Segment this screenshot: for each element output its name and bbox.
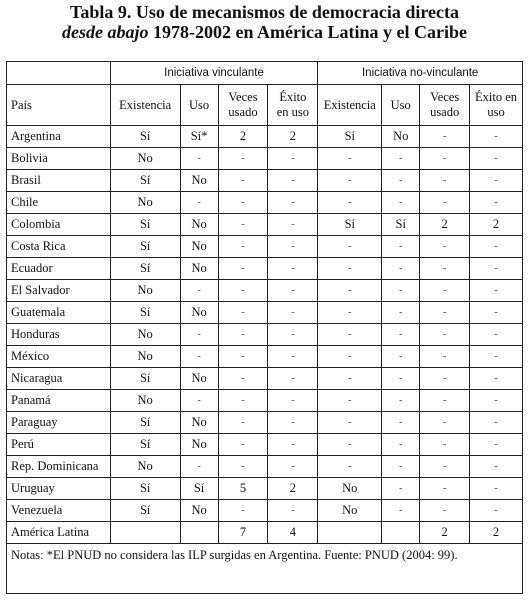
value-cell: - bbox=[382, 192, 420, 214]
value-cell: - bbox=[382, 170, 420, 192]
value-cell: - bbox=[382, 236, 420, 258]
value-cell: - bbox=[180, 148, 218, 170]
column-header-country: País bbox=[7, 85, 111, 126]
value-cell: 2 bbox=[218, 126, 268, 148]
value-cell bbox=[110, 522, 180, 544]
value-cell: - bbox=[318, 390, 382, 412]
value-cell: Sí bbox=[110, 214, 180, 236]
value-cell: - bbox=[470, 324, 523, 346]
value-cell: - bbox=[382, 390, 420, 412]
value-cell: - bbox=[218, 434, 268, 456]
country-cell: América Latina bbox=[7, 522, 111, 544]
value-cell: - bbox=[470, 192, 523, 214]
value-cell: Sí bbox=[110, 126, 180, 148]
value-cell: - bbox=[470, 148, 523, 170]
value-cell: - bbox=[382, 258, 420, 280]
value-cell: - bbox=[470, 236, 523, 258]
value-cell: No bbox=[110, 148, 180, 170]
value-cell bbox=[318, 522, 382, 544]
table-row bbox=[7, 236, 523, 258]
value-cell: - bbox=[382, 324, 420, 346]
value-cell: - bbox=[180, 280, 218, 302]
value-cell: No bbox=[110, 324, 180, 346]
value-cell: 2 bbox=[268, 478, 318, 500]
value-cell: - bbox=[382, 302, 420, 324]
value-cell: No bbox=[382, 126, 420, 148]
table-row bbox=[7, 500, 523, 522]
value-cell: - bbox=[420, 346, 470, 368]
table-row bbox=[7, 324, 523, 346]
value-cell: - bbox=[382, 368, 420, 390]
table-row bbox=[7, 346, 523, 368]
value-cell: - bbox=[180, 192, 218, 214]
value-cell: - bbox=[218, 280, 268, 302]
value-cell: - bbox=[180, 346, 218, 368]
column-header-uso: Uso bbox=[180, 85, 218, 126]
country-cell: México bbox=[7, 346, 111, 368]
value-cell: No bbox=[180, 236, 218, 258]
value-cell: - bbox=[318, 170, 382, 192]
value-cell: - bbox=[470, 258, 523, 280]
value-cell: - bbox=[268, 192, 318, 214]
value-cell: - bbox=[470, 126, 523, 148]
value-cell: - bbox=[268, 302, 318, 324]
value-cell: - bbox=[420, 456, 470, 478]
value-cell: - bbox=[420, 302, 470, 324]
table-row bbox=[7, 434, 523, 456]
title-line-2 bbox=[0, 22, 529, 42]
country-cell: Perú bbox=[7, 434, 111, 456]
table-row bbox=[7, 478, 523, 500]
value-cell: Sí bbox=[110, 412, 180, 434]
column-header-uso-nv: Uso bbox=[382, 85, 420, 126]
group-nonbinding-header: Iniciativa no-vinculante bbox=[318, 62, 523, 85]
value-cell: - bbox=[268, 258, 318, 280]
value-cell: Sí bbox=[318, 214, 382, 236]
column-header-veces: Veces usado bbox=[218, 85, 268, 126]
value-cell: No bbox=[110, 390, 180, 412]
value-cell: - bbox=[218, 500, 268, 522]
value-cell: Sí bbox=[110, 302, 180, 324]
value-cell: No bbox=[180, 434, 218, 456]
value-cell: - bbox=[420, 500, 470, 522]
column-header-existencia-nv: Existencia bbox=[318, 85, 382, 126]
value-cell: No bbox=[110, 192, 180, 214]
value-cell bbox=[180, 522, 218, 544]
title-rest-part: 1978-2002 en América Latina y el Caribe bbox=[148, 22, 467, 42]
table-row bbox=[7, 280, 523, 302]
country-cell: El Salvador bbox=[7, 280, 111, 302]
value-cell: - bbox=[470, 170, 523, 192]
table-row bbox=[7, 192, 523, 214]
value-cell: No bbox=[110, 280, 180, 302]
value-cell: No bbox=[318, 478, 382, 500]
value-cell: - bbox=[268, 280, 318, 302]
value-cell: - bbox=[382, 478, 420, 500]
country-cell: Bolivia bbox=[7, 148, 111, 170]
country-cell: Uruguay bbox=[7, 478, 111, 500]
value-cell: - bbox=[218, 390, 268, 412]
value-cell: Sí bbox=[318, 126, 382, 148]
value-cell: - bbox=[420, 236, 470, 258]
value-cell: Sí* bbox=[180, 126, 218, 148]
value-cell: - bbox=[218, 258, 268, 280]
value-cell: - bbox=[218, 412, 268, 434]
value-cell: - bbox=[180, 324, 218, 346]
value-cell: - bbox=[470, 368, 523, 390]
value-cell: - bbox=[420, 412, 470, 434]
value-cell: - bbox=[420, 126, 470, 148]
country-cell: Paraguay bbox=[7, 412, 111, 434]
table-row bbox=[7, 258, 523, 280]
value-cell: - bbox=[470, 302, 523, 324]
value-cell: - bbox=[318, 434, 382, 456]
table-row bbox=[7, 126, 523, 148]
column-header-existencia: Existencia bbox=[110, 85, 180, 126]
value-cell: - bbox=[218, 324, 268, 346]
value-cell: No bbox=[180, 302, 218, 324]
value-cell: - bbox=[218, 456, 268, 478]
table-row bbox=[7, 522, 523, 544]
country-cell: Honduras bbox=[7, 324, 111, 346]
value-cell: - bbox=[218, 302, 268, 324]
value-cell: - bbox=[470, 390, 523, 412]
column-header-exito: Éxito en uso bbox=[268, 85, 318, 126]
value-cell: - bbox=[268, 324, 318, 346]
value-cell: Sí bbox=[110, 258, 180, 280]
value-cell: - bbox=[318, 412, 382, 434]
value-cell: - bbox=[218, 170, 268, 192]
country-cell: Ecuador bbox=[7, 258, 111, 280]
value-cell: - bbox=[268, 368, 318, 390]
value-cell: No bbox=[110, 346, 180, 368]
value-cell: - bbox=[318, 258, 382, 280]
value-cell: Sí bbox=[110, 434, 180, 456]
empty-corner-cell bbox=[7, 62, 111, 85]
value-cell: - bbox=[470, 280, 523, 302]
value-cell: - bbox=[180, 390, 218, 412]
column-header-exito-nv: Éxito en uso bbox=[470, 85, 523, 126]
value-cell: - bbox=[318, 192, 382, 214]
table-row bbox=[7, 390, 523, 412]
value-cell: 7 bbox=[218, 522, 268, 544]
column-header-veces-nv: Veces usado bbox=[420, 85, 470, 126]
value-cell: - bbox=[218, 148, 268, 170]
value-cell: - bbox=[318, 324, 382, 346]
value-cell: - bbox=[420, 192, 470, 214]
value-cell: - bbox=[382, 412, 420, 434]
table-title bbox=[0, 2, 529, 42]
value-cell: 2 bbox=[420, 522, 470, 544]
value-cell: - bbox=[268, 434, 318, 456]
table-row bbox=[7, 148, 523, 170]
value-cell: - bbox=[318, 148, 382, 170]
value-cell: 5 bbox=[218, 478, 268, 500]
group-binding-header: Iniciativa vinculante bbox=[110, 62, 318, 85]
value-cell: No bbox=[180, 500, 218, 522]
value-cell: - bbox=[218, 214, 268, 236]
value-cell: Sí bbox=[110, 478, 180, 500]
value-cell: - bbox=[382, 434, 420, 456]
country-cell: Rep. Dominicana bbox=[7, 456, 111, 478]
value-cell: - bbox=[218, 192, 268, 214]
value-cell: Sí bbox=[382, 214, 420, 236]
data-table bbox=[6, 61, 523, 594]
value-cell: - bbox=[268, 236, 318, 258]
value-cell: - bbox=[470, 346, 523, 368]
value-cell: - bbox=[318, 280, 382, 302]
value-cell: - bbox=[470, 500, 523, 522]
country-cell: Chile bbox=[7, 192, 111, 214]
table-row bbox=[7, 456, 523, 478]
value-cell: 2 bbox=[420, 214, 470, 236]
value-cell: Sí bbox=[110, 170, 180, 192]
notes-row bbox=[7, 544, 523, 594]
value-cell: - bbox=[420, 170, 470, 192]
group-header-row bbox=[7, 62, 523, 85]
value-cell: 4 bbox=[268, 522, 318, 544]
value-cell: 2 bbox=[470, 214, 523, 236]
value-cell: No bbox=[318, 500, 382, 522]
value-cell: - bbox=[420, 324, 470, 346]
value-cell: - bbox=[382, 456, 420, 478]
value-cell: - bbox=[318, 236, 382, 258]
value-cell: - bbox=[268, 214, 318, 236]
value-cell: - bbox=[420, 478, 470, 500]
country-cell: Guatemala bbox=[7, 302, 111, 324]
table-row bbox=[7, 214, 523, 236]
value-cell: - bbox=[318, 456, 382, 478]
value-cell: No bbox=[180, 368, 218, 390]
value-cell: - bbox=[318, 302, 382, 324]
table-notes: Notas: *El PNUD no considera las ILP surgidas en Argentina. Fuente: PNUD (2004: 99). bbox=[7, 544, 523, 594]
country-cell: Argentina bbox=[7, 126, 111, 148]
value-cell: 2 bbox=[268, 126, 318, 148]
table-row bbox=[7, 302, 523, 324]
value-cell: - bbox=[218, 346, 268, 368]
country-cell: Costa Rica bbox=[7, 236, 111, 258]
value-cell: Sí bbox=[110, 368, 180, 390]
value-cell: - bbox=[420, 148, 470, 170]
value-cell: - bbox=[470, 478, 523, 500]
value-cell: No bbox=[180, 214, 218, 236]
value-cell: - bbox=[420, 434, 470, 456]
value-cell: - bbox=[382, 148, 420, 170]
value-cell: - bbox=[420, 368, 470, 390]
country-cell: Colombia bbox=[7, 214, 111, 236]
value-cell: No bbox=[110, 456, 180, 478]
value-cell: No bbox=[180, 412, 218, 434]
table-row bbox=[7, 170, 523, 192]
country-cell: Venezuela bbox=[7, 500, 111, 522]
country-cell: Panamá bbox=[7, 390, 111, 412]
table-row bbox=[7, 412, 523, 434]
table-row bbox=[7, 368, 523, 390]
value-cell: - bbox=[218, 236, 268, 258]
value-cell: - bbox=[318, 368, 382, 390]
value-cell: - bbox=[420, 280, 470, 302]
title-line-1: Tabla 9. Uso de mecanismos de democracia directa bbox=[70, 2, 459, 22]
title-italic-part: desde abajo bbox=[62, 22, 149, 42]
value-cell: - bbox=[420, 390, 470, 412]
value-cell: - bbox=[268, 170, 318, 192]
value-cell: - bbox=[180, 456, 218, 478]
value-cell: - bbox=[470, 412, 523, 434]
value-cell: - bbox=[470, 434, 523, 456]
value-cell: - bbox=[268, 346, 318, 368]
column-header-row bbox=[7, 85, 523, 126]
value-cell: - bbox=[268, 500, 318, 522]
value-cell: No bbox=[180, 170, 218, 192]
value-cell: - bbox=[218, 368, 268, 390]
value-cell: - bbox=[420, 258, 470, 280]
value-cell: - bbox=[268, 148, 318, 170]
value-cell bbox=[382, 522, 420, 544]
value-cell: - bbox=[382, 500, 420, 522]
country-cell: Brasil bbox=[7, 170, 111, 192]
table-body bbox=[7, 126, 523, 544]
value-cell: - bbox=[382, 346, 420, 368]
value-cell: - bbox=[268, 390, 318, 412]
value-cell: Sí bbox=[110, 500, 180, 522]
value-cell: 2 bbox=[470, 522, 523, 544]
value-cell: Sí bbox=[110, 236, 180, 258]
value-cell: - bbox=[470, 456, 523, 478]
country-cell: Nicaragua bbox=[7, 368, 111, 390]
value-cell: - bbox=[268, 456, 318, 478]
value-cell: No bbox=[180, 258, 218, 280]
value-cell: Sí bbox=[180, 478, 218, 500]
value-cell: - bbox=[268, 412, 318, 434]
value-cell: - bbox=[382, 280, 420, 302]
value-cell: - bbox=[318, 346, 382, 368]
